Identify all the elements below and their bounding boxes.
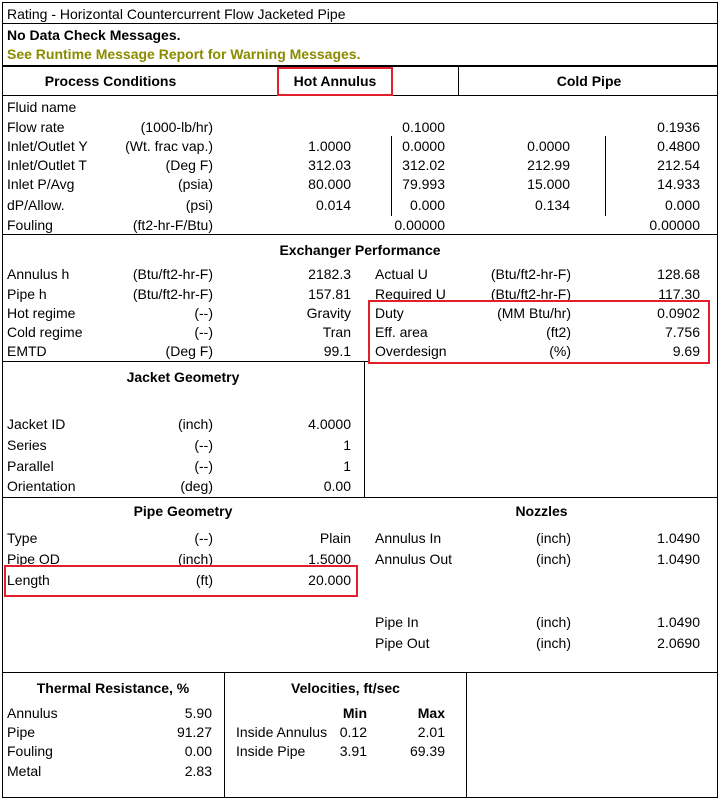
row-unit: (Deg F)	[165, 157, 213, 173]
row-unit: (ft)	[195, 572, 213, 588]
highlight-length	[4, 565, 358, 597]
divider	[2, 234, 718, 235]
row-unit: (inch)	[535, 635, 571, 651]
row-value: 2.0690	[657, 635, 700, 651]
row-unit: (--)	[194, 530, 213, 546]
hot-outlet-value: 0.00000	[394, 217, 445, 233]
row-label: Series	[7, 437, 47, 453]
row-value: 91.27	[176, 724, 212, 740]
hot-annulus-header: Hot Annulus	[293, 73, 377, 89]
window-title: Rating - Horizontal Countercurrent Flow Jacketed Pipe	[7, 6, 346, 22]
row-value: 1.0490	[657, 551, 700, 567]
row-value: 2182.3	[308, 266, 351, 282]
row-unit: (inch)	[535, 551, 571, 567]
row-value: 20.000	[308, 572, 351, 588]
cold-outlet-value: 212.54	[657, 157, 700, 173]
row-unit: (Btu/ft2-hr-F)	[132, 286, 213, 302]
row-label: Length	[7, 572, 50, 588]
cold-outlet-value: 0.4800	[657, 138, 700, 154]
divider	[605, 136, 606, 216]
row-unit: (ft2)	[546, 324, 571, 340]
warning-message-link[interactable]: See Runtime Message Report for Warning Messages.	[7, 46, 361, 62]
hot-inlet-value: 312.03	[308, 157, 351, 173]
hot-outlet-value: 79.993	[402, 176, 445, 192]
row-value: Tran	[322, 324, 351, 340]
cold-outlet-value: 0.1936	[657, 119, 700, 135]
hot-inlet-value: 1.0000	[308, 138, 351, 154]
hot-outlet-value: 312.02	[402, 157, 445, 173]
row-value: 5.90	[184, 705, 212, 721]
velocity-min-header: Min	[342, 705, 367, 721]
row-value: 1.5000	[308, 551, 351, 567]
row-unit: (--)	[194, 458, 213, 474]
velocity-min-value: 0.12	[339, 724, 367, 740]
row-label: Metal	[7, 763, 42, 779]
row-value: 1	[343, 437, 351, 453]
pipe-geometry-header: Pipe Geometry	[133, 503, 233, 519]
row-label: Eff. area	[375, 324, 428, 340]
cold-inlet-value: 212.99	[527, 157, 570, 173]
hot-outlet-value: 0.000	[409, 197, 445, 213]
row-unit: (--)	[194, 437, 213, 453]
hot-inlet-value: 0.014	[315, 197, 351, 213]
cold-inlet-value: 15.000	[527, 176, 570, 192]
row-value: 9.69	[672, 343, 700, 359]
data-check-message: No Data Check Messages.	[7, 27, 181, 43]
row-label: Inlet/Outlet Y	[7, 138, 88, 154]
row-unit: (Deg F)	[165, 343, 213, 359]
row-value: 7.756	[664, 324, 700, 340]
row-unit: (Btu/ft2-hr-F)	[490, 266, 571, 282]
row-unit: (Btu/ft2-hr-F)	[490, 286, 571, 302]
row-unit: (psia)	[177, 176, 213, 192]
row-value: 157.81	[308, 286, 351, 302]
velocities-header: Velocities, ft/sec	[291, 680, 400, 696]
row-unit: (inch)	[177, 416, 213, 432]
row-unit: (MM Btu/hr)	[497, 305, 571, 321]
row-value: 1.0490	[657, 530, 700, 546]
row-label: EMTD	[7, 343, 47, 359]
thermal-resistance-header: Thermal Resistance, %	[36, 680, 190, 696]
velocity-max-value: 2.01	[417, 724, 445, 740]
row-unit: (--)	[194, 305, 213, 321]
divider	[2, 23, 718, 24]
hot-inlet-value: 80.000	[308, 176, 351, 192]
row-value: 1	[343, 458, 351, 474]
row-label: Required U	[375, 286, 446, 302]
row-label: Hot regime	[7, 305, 76, 321]
row-unit: (inch)	[535, 530, 571, 546]
cold-outlet-value: 14.933	[657, 176, 700, 192]
row-label: Pipe Out	[375, 635, 430, 651]
divider	[466, 672, 467, 798]
row-label: Pipe	[7, 724, 36, 740]
row-unit: (ft2-hr-F/Btu)	[132, 217, 213, 233]
divider	[2, 497, 718, 498]
velocity-max-header: Max	[417, 705, 445, 721]
row-unit: (%)	[549, 343, 571, 359]
row-label: dP/Allow.	[7, 197, 65, 213]
highlight-duty-group	[368, 300, 710, 364]
row-label: Pipe OD	[7, 551, 60, 567]
cold-inlet-value: 0.134	[534, 197, 570, 213]
row-label: Fouling	[7, 217, 53, 233]
row-label: Inlet/Outlet T	[7, 157, 87, 173]
row-unit: (inch)	[177, 551, 213, 567]
row-value: 117.30	[658, 286, 700, 302]
row-label: Actual U	[375, 266, 428, 282]
row-label: Pipe In	[375, 614, 419, 630]
jacket-geometry-header: Jacket Geometry	[126, 369, 240, 385]
velocity-min-value: 3.91	[339, 743, 367, 759]
divider	[2, 672, 718, 673]
row-unit: (1000-lb/hr)	[140, 119, 213, 135]
row-value: Plain	[319, 530, 351, 546]
row-label: Pipe h	[7, 286, 47, 302]
row-label: Orientation	[7, 478, 76, 494]
row-label: Parallel	[7, 458, 54, 474]
row-label: Fluid name	[7, 99, 77, 115]
exchanger-performance-header: Exchanger Performance	[279, 242, 441, 258]
row-value: 0.0902	[657, 305, 700, 321]
row-label: Fouling	[7, 743, 53, 759]
row-label: Annulus	[7, 705, 58, 721]
cold-outlet-value: 0.000	[664, 197, 700, 213]
row-unit: (Btu/ft2-hr-F)	[132, 266, 213, 282]
row-unit: (Wt. frac vap.)	[125, 138, 213, 154]
row-value: 0.00	[323, 478, 351, 494]
velocity-max-value: 69.39	[409, 743, 445, 759]
row-label: Annulus h	[7, 266, 70, 282]
row-label: Annulus In	[375, 530, 442, 546]
cold-inlet-value: 0.0000	[527, 138, 570, 154]
hot-outlet-value: 0.0000	[402, 138, 445, 154]
row-value: 128.68	[657, 266, 700, 282]
hot-outlet-value: 0.1000	[402, 119, 445, 135]
row-label: Inlet P/Avg	[7, 176, 75, 192]
row-label: Duty	[375, 305, 404, 321]
row-unit: (deg)	[180, 478, 213, 494]
row-unit: (inch)	[535, 614, 571, 630]
row-label: Annulus Out	[375, 551, 453, 567]
row-unit: (psi)	[185, 197, 213, 213]
row-label: Inside Pipe	[236, 743, 306, 759]
row-value: 1.0490	[657, 614, 700, 630]
row-label: Jacket ID	[7, 416, 66, 432]
divider	[458, 67, 459, 95]
nozzles-header: Nozzles	[515, 503, 568, 519]
row-value: 2.83	[184, 763, 212, 779]
row-unit: (--)	[194, 324, 213, 340]
row-label: Type	[7, 530, 38, 546]
row-label: Flow rate	[7, 119, 65, 135]
row-value: 4.0000	[308, 416, 351, 432]
row-label: Cold regime	[7, 324, 83, 340]
row-value: Gravity	[306, 305, 351, 321]
row-label: Inside Annulus	[236, 724, 328, 740]
process-conditions-header: Process Conditions	[44, 73, 177, 89]
cold-pipe-header: Cold Pipe	[556, 73, 622, 89]
row-label: Overdesign	[375, 343, 447, 359]
row-value: 99.1	[323, 343, 351, 359]
divider	[2, 361, 368, 362]
highlight-hot-annulus	[277, 67, 393, 96]
divider	[364, 361, 365, 498]
cold-outlet-value: 0.00000	[649, 217, 700, 233]
row-value: 0.00	[184, 743, 212, 759]
